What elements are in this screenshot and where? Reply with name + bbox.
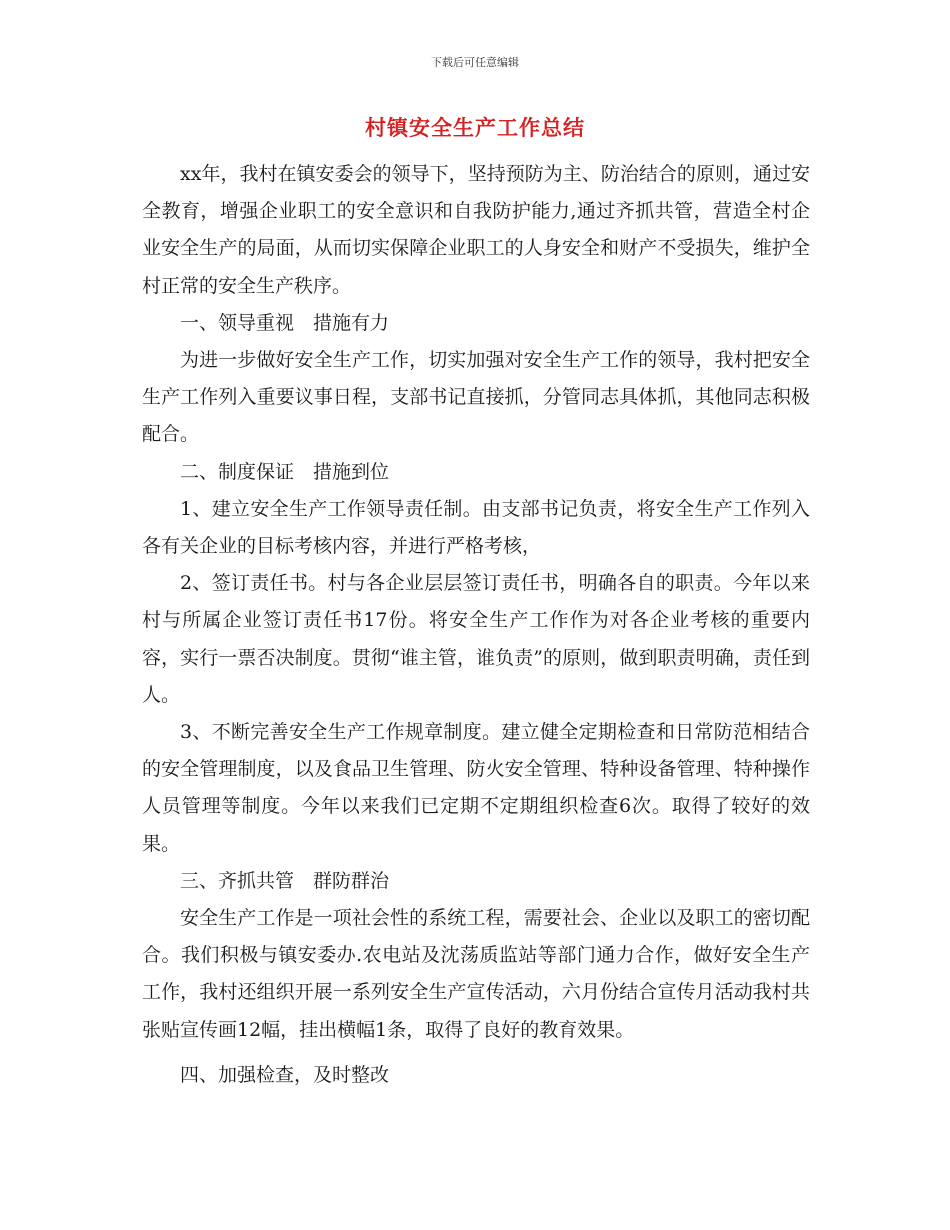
section-heading-2: 二、制度保证 措施到位 [180,460,390,483]
page-header: 下载后可任意编辑 [431,56,519,69]
document-title: 村镇安全生产工作总结 [365,116,585,140]
paragraph-section-1: 为进一步做好安全生产工作，切实加强对安全生产工作的领导，我村把安全生产工作列入重要议事日程，支部书记直接抓，分管同志具体抓，其他同志积极配合。 [142,349,810,446]
paragraph-item-3: 3、不断完善安全生产工作规章制度。建立健全定期检查和日常防范相结合的安全管理制度，以及食品卫生管理、防火安全管理、特种设备管理、特种操作人员管理等制度。今年以来我们已定期不定期组织检查6次。取得了较好的效果。 [142,721,810,855]
paragraph-item-1: 1、建立安全生产工作领导责任制。由支部书记负责，将安全生产工作列入各有关企业的目标考核内容，并进行严格考核， [142,497,810,558]
paragraph-item-2: 2、签订责任书。村与各企业层层签订责任书，明确各自的职责。今年以来村与所属企业签订责任书17份。将安全生产工作作为对各企业考核的重要内容，实行一票否决制度。贯彻“谁主管，谁负责”的原则，做到职责明确，责任到人。 [142,572,810,706]
section-heading-4: 四、加强检查，及时整改 [180,1063,390,1086]
document-body [142,156,810,1094]
section-heading-1: 一、领导重视 措施有力 [180,311,390,334]
paragraph-section-3: 安全生产工作是一项社会性的系统工程，需要社会、企业以及职工的密切配合。我们积极与镇安委办.农电站及沈荡质监站等部门通力合作，做好安全生产工作，我村还组织开展一系列安全生产宣传活动，六月份结合宣传月活动我村共张贴宣传画12幅，挂出横幅1条，取得了良好的教育效果。 [142,907,810,1041]
paragraph-intro: xx年，我村在镇安委会的领导下，坚持预防为主、防治结合的原则，通过安全教育，增强企业职工的安全意识和自我防护能力,通过齐抓共管，营造全村企业安全生产的局面，从而切实保障企业职工的人身安全和财产不受损失，维护全村正常的安全生产秩序。 [142,163,810,297]
section-heading-3: 三、齐抓共管 群防群治 [180,869,390,892]
